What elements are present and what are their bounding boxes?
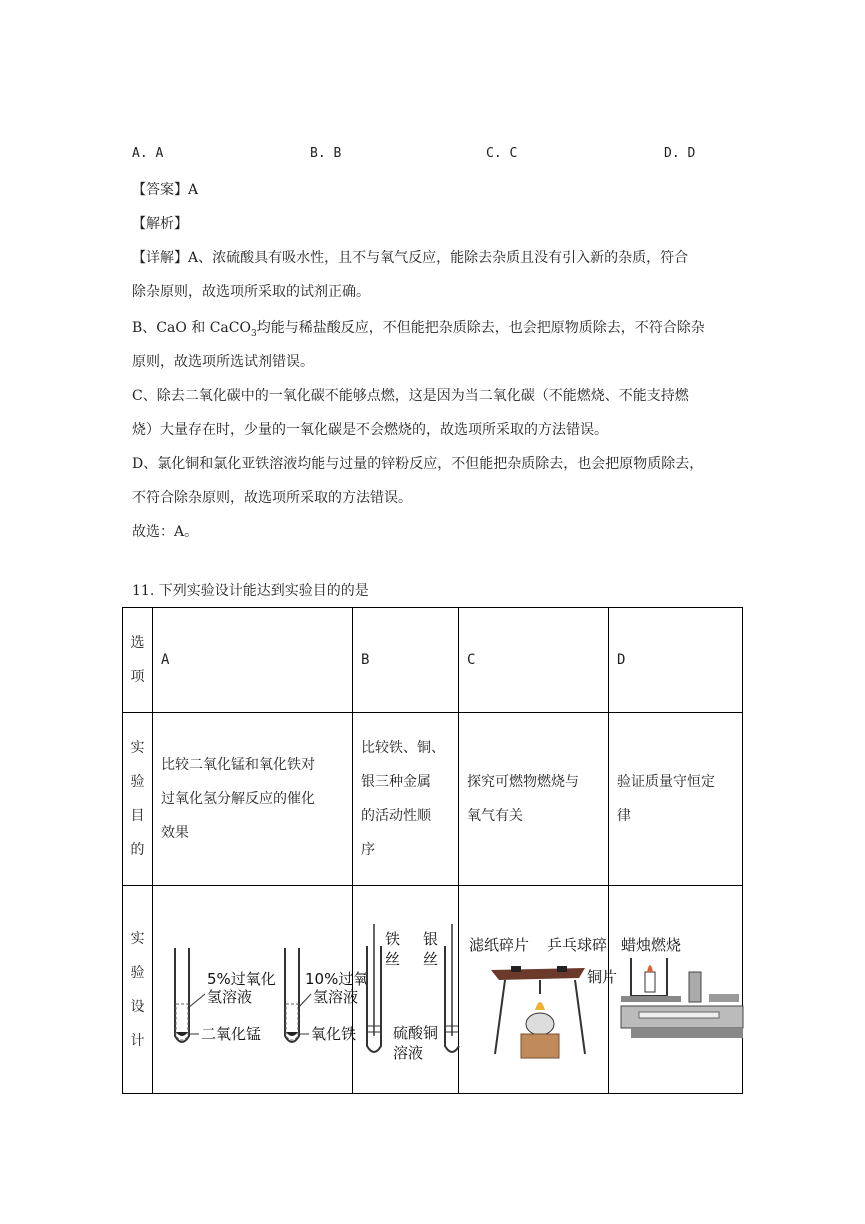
svg-text:10%过氧: 10%过氧 (305, 970, 369, 988)
cell-option-a: A (153, 608, 353, 713)
cell-design-c (459, 886, 618, 1094)
combustion-figure (459, 886, 618, 1080)
svg-text:铁: 铁 (385, 930, 401, 948)
label-cell-option: 选 项 (123, 608, 153, 713)
cell-design-b (353, 886, 459, 1094)
detail-line-2: 除杂原则，故选项所采取的试剂正确。 (132, 284, 370, 300)
svg-text:乒乓球碎: 乒乓球碎 (547, 936, 608, 954)
option-a: A. A (132, 146, 164, 161)
metal-wires-figure (353, 886, 459, 1080)
analysis-title: 【解析】 (132, 216, 188, 232)
svg-text:硫酸铜: 硫酸铜 (393, 1024, 439, 1042)
svg-text:二氧化锰: 二氧化锰 (201, 1025, 262, 1043)
svg-text:蜡烛燃烧: 蜡烛燃烧 (621, 936, 682, 954)
svg-text:氢溶液: 氢溶液 (207, 988, 253, 1006)
svg-text:5%过氧化: 5%过氧化 (207, 970, 276, 988)
cell-option-d: D (609, 608, 743, 713)
detail-line-6: 烧）大量存在时，少量的一氧化碳是不会燃烧的，故选项所采取的方法错误。 (132, 422, 608, 438)
label-cell-design: 实 验 设 计 (123, 886, 153, 1094)
cell-option-c: C (459, 608, 609, 713)
balance-figure (609, 886, 743, 1080)
answer: 【答案】A (132, 182, 199, 198)
table-row-options (123, 608, 743, 713)
detail-line-8: 不符合除杂原则，故选项所采取的方法错误。 (132, 490, 412, 506)
cell-purpose-a: 比较二氧化锰和氧化铁对 过氧化氢分解反应的催化 效果 (153, 713, 353, 886)
svg-text:丝: 丝 (385, 950, 401, 968)
question-11-title: 11. 下列实验设计能达到实验目的的是 (132, 583, 369, 599)
table-row-purpose (123, 713, 743, 886)
test-tubes-figure (153, 886, 369, 1080)
cell-design-a (153, 886, 369, 1094)
svg-text:溶液: 溶液 (393, 1044, 424, 1062)
cell-purpose-c: 探究可燃物燃烧与 氧气有关 (459, 713, 609, 886)
svg-text:滤纸碎片: 滤纸碎片 (469, 936, 530, 954)
detail-line-5: C、除去二氧化碳中的一氧化碳不能够点燃，这是因为当二氧化碳（不能燃烧、不能支持燃 (132, 388, 689, 404)
detail-line-1: 【详解】A、浓硫酸具有吸水性，且不与氧气反应，能除去杂质且没有引入新的杂质，符合 (132, 250, 689, 266)
svg-text:氢溶液: 氢溶液 (313, 988, 359, 1006)
svg-text:银: 银 (423, 930, 439, 948)
detail-line-4: 原则，故选项所选试剂错误。 (132, 354, 314, 370)
option-b: B. B (310, 146, 342, 161)
svg-text:铜片: 铜片 (587, 968, 618, 986)
label-cell-purpose: 实 验 目 的 (123, 713, 153, 886)
detail-line-7: D、氯化铜和氯化亚铁溶液均能与过量的锌粉反应，不但能把杂质除去，也会把原物质除去， (132, 456, 704, 472)
option-d: D. D (664, 146, 696, 161)
table-row-design (123, 886, 743, 1094)
option-c: C. C (486, 146, 518, 161)
cell-purpose-d: 验证质量守恒定 律 (609, 713, 743, 886)
experiment-table (122, 607, 743, 1094)
cell-purpose-b: 比较铁、铜、 银三种金属 的活动性顺 序 (353, 713, 459, 886)
detail-line-9: 故选：A。 (132, 524, 199, 540)
detail-line-3: B、CaO 和 CaCO$_3$均能与稀盐酸反应，不但能把杂质除去，也会把原物质除去，不符合除杂 (132, 320, 705, 339)
svg-text:丝: 丝 (423, 950, 439, 968)
cell-option-b: B (353, 608, 459, 713)
svg-text:氧化铁: 氧化铁 (311, 1025, 357, 1043)
cell-design-d (609, 886, 743, 1094)
